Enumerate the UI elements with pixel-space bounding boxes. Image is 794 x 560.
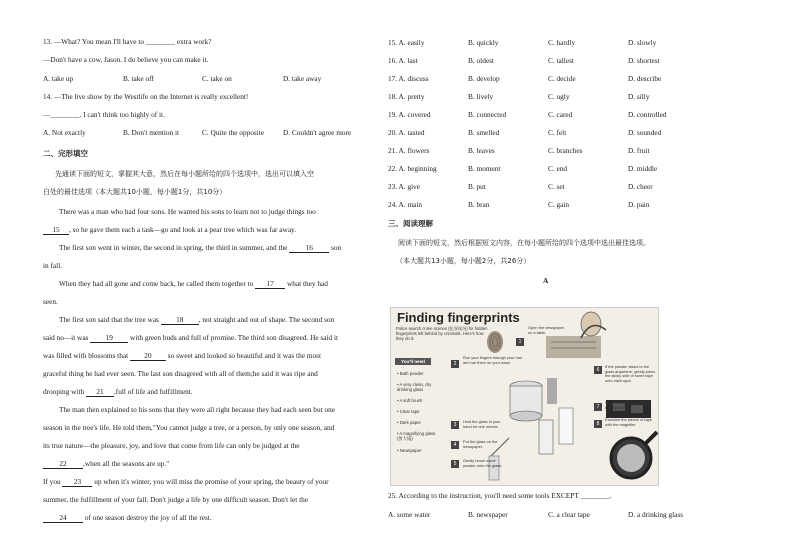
q13-stem: 13. —What? You mean I'll have to ________ extra work? [43, 37, 212, 46]
step-text: Open the newspaper on a table. [528, 325, 565, 335]
section3-heading: 三、阅读理解 [388, 219, 433, 228]
choice-21-a[interactable]: 21. A. flowers [388, 146, 430, 155]
passage-line: When they had all gone and come back, he called them together to 17 what they had [59, 279, 328, 288]
newspaper-icon [546, 336, 601, 358]
q25-option-a[interactable]: A. some water [388, 510, 431, 519]
step-number: 4 [451, 441, 459, 449]
choice-17-c[interactable]: C. decide [548, 74, 576, 83]
choice-19-b[interactable]: B. connected [468, 110, 507, 119]
step-number: 6 [594, 366, 602, 374]
choice-16-b[interactable]: B. oldest [468, 56, 494, 65]
passage-line: 22 ,when all the seasons are up." [43, 459, 169, 469]
choice-17-d[interactable]: D. describe [628, 74, 662, 83]
choice-16-c[interactable]: C. tallest [548, 56, 574, 65]
q13-option-d[interactable]: D. take away [283, 74, 322, 83]
choice-23-d[interactable]: D. cheer [628, 182, 653, 191]
choice-22-d[interactable]: D. middle [628, 164, 658, 173]
step-text: Stick the tape down on the black paper. [605, 400, 651, 410]
step-number: 7 [594, 403, 602, 411]
section3-instruction-2: （本大题共13小题，每小题2分，共26分） [396, 257, 531, 265]
passage-line: 15 , so he gave them each a task—go and look at a pear tree which was far away. [43, 225, 296, 235]
drinking-glass-icon [539, 408, 573, 454]
blank-23[interactable]: 23 [62, 478, 92, 487]
passage-line: was filled with blossoms that 20 so sweet and looked so beautiful and it was the most [43, 351, 321, 360]
need-item: • Newspaper [397, 448, 422, 453]
choice-21-c[interactable]: C. branches [548, 146, 583, 155]
step-text: Put the glass on the newspaper. [463, 439, 498, 449]
choice-18-c[interactable]: C. ugly [548, 92, 570, 101]
choice-19-a[interactable]: 19. A. covered [388, 110, 431, 119]
fingerprint-icon [487, 331, 503, 353]
section2-heading: 二、完形填空 [43, 149, 88, 158]
blank-20[interactable]: 20 [130, 352, 166, 361]
choice-15-c[interactable]: C. hardly [548, 38, 576, 47]
hand-icon [581, 312, 606, 338]
q25-option-b[interactable]: B. newspaper [468, 510, 508, 519]
choice-20-d[interactable]: D. sounded [628, 128, 662, 137]
section2-instruction-2: 白处的最佳选项（本大题共10小题，每小题1分，共10分） [43, 188, 227, 196]
magnifying-glass-icon [611, 432, 657, 478]
choice-15-d[interactable]: D. slowly [628, 38, 657, 47]
q13-reply: —Don't have a cow, Jason. I do believe you can make it. [43, 55, 209, 64]
choice-15-b[interactable]: B. quickly [468, 38, 499, 47]
q14-option-b[interactable]: B. Don't mention it [123, 128, 180, 137]
blank-17[interactable]: 17 [255, 280, 285, 289]
choice-24-c[interactable]: C. gain [548, 200, 570, 209]
passage-label: A [543, 276, 549, 285]
blank-22[interactable]: 22 [43, 460, 83, 469]
passage-line: The man then explained to his sons that they were all right because they had each seen but one [59, 405, 335, 414]
step-text: Examine the pieces of tape with the magnifier. [605, 417, 652, 427]
choice-24-d[interactable]: D. pain [628, 200, 650, 209]
q14-option-d[interactable]: D. Couldn't agree more [283, 128, 352, 137]
choice-15-a[interactable]: 15. A. easily [388, 38, 425, 47]
choice-23-c[interactable]: C. set [548, 182, 565, 191]
choice-16-d[interactable]: D. shortest [628, 56, 660, 65]
choice-18-a[interactable]: 18. A. pretty [388, 92, 425, 101]
choice-24-a[interactable]: 24. A. main [388, 200, 423, 209]
q13-option-a[interactable]: A. take up [43, 74, 74, 83]
passage-line: graceful thing he had ever seen. The last son disagreed with all of them;he said it was ripe and [43, 369, 318, 378]
choice-19-d[interactable]: D. controlled [628, 110, 667, 119]
blank-16[interactable]: 16 [289, 244, 329, 253]
blank-24[interactable]: 24 [43, 514, 83, 523]
q14-option-a[interactable]: A. Not exactly [43, 128, 86, 137]
choice-17-a[interactable]: 17. A. discuss [388, 74, 429, 83]
choice-21-d[interactable]: D. fruit [628, 146, 650, 155]
need-item: • A soft brush [397, 398, 423, 403]
step-number: 3 [451, 421, 459, 429]
step-number: 5 [451, 460, 459, 468]
choice-21-b[interactable]: B. leaves [468, 146, 495, 155]
passage-line: The first son went in winter, the second in spring, the third in summer, and the 16 son [59, 243, 342, 252]
choice-17-b[interactable]: B. develop [468, 74, 500, 83]
figure-title: Finding fingerprints [397, 310, 520, 325]
step-text: Run your fingers through your hair and rub them on your head. [463, 355, 523, 365]
q14-option-c[interactable]: C. Quite the opposite [202, 128, 265, 137]
passage-line: The first son said that the tree was 18 , not straight and out of shape. The second son [59, 315, 335, 324]
blank-21[interactable]: 21 [86, 388, 114, 397]
step-text: Gently brush some powder onto the glass. [463, 458, 503, 468]
passage-line: season in the tree's life. He told them,"You cannot judge a tree, or a person, by only one season, and [43, 423, 335, 432]
choice-22-b[interactable]: B. moment [468, 164, 501, 173]
q13-option-b[interactable]: B. take off [123, 74, 154, 83]
choice-22-c[interactable]: C. end [548, 164, 568, 173]
passage-line: If you 23 up when it's winter, you will miss the promise of your spring, the beauty of your [43, 477, 329, 486]
choice-19-c[interactable]: C. cared [548, 110, 573, 119]
blank-15[interactable]: 15 [43, 226, 69, 235]
choice-18-d[interactable]: D. silly [628, 92, 650, 101]
passage-line: said no—it was 19 with green buds and full of promise. The third son disagreed. He said it [43, 333, 339, 342]
passage-line: its true nature—the pleasure, joy, and love that come from life can only be judged at the [43, 441, 300, 450]
q14-stem: 14. —The live show by the Westlife on the Internet is really excellent! [43, 92, 249, 101]
passage-line: seen. [43, 297, 58, 306]
q25-option-c[interactable]: C. a clear tape [548, 510, 590, 519]
choice-18-b[interactable]: B. lively [468, 92, 494, 101]
you-need-label: You'll need [395, 358, 431, 365]
choice-24-b[interactable]: B. bran [468, 200, 490, 209]
step-text: If the powder sticks to the glass anywhere, gently press the sticky side of some tape onto each spot. [605, 364, 656, 383]
choice-22-a[interactable]: 22. A. beginning [388, 164, 437, 173]
step-number: 1 [516, 338, 524, 346]
blank-18[interactable]: 18 [161, 316, 199, 325]
choice-20-b[interactable]: B. smelled [468, 128, 500, 137]
powder-jar-icon [510, 378, 557, 421]
need-item: • Clear tape [397, 409, 420, 414]
q25-option-d[interactable]: D. a drinking glass [628, 510, 684, 519]
section2-instruction-1: 先通读下面的短文，掌握其大意，然后在每小题所给的四个选项中，选出可以填入空 [55, 170, 314, 178]
q14-reply: —________. I can't think too highly of it. [43, 110, 165, 119]
choice-23-b[interactable]: B. put [468, 182, 486, 191]
section3-instruction-1: 阅读下面的短文，然后根据短文内容，在每小题所给的四个选项中选出最佳选项。 [398, 239, 650, 247]
passage-line: drooping with 21 ,full of life and fulfillment. [43, 387, 193, 396]
choice-20-a[interactable]: 20. A. tasted [388, 128, 425, 137]
choice-20-c[interactable]: C. felt [548, 128, 567, 137]
passage-line: summer, the fulfillment of your fall. Don't judge a life by one difficult season. Don't let the [43, 495, 309, 504]
choice-23-a[interactable]: 23. A. give [388, 182, 421, 191]
need-item: • Dark paper [397, 420, 421, 425]
step-text: Hold the glass in your hand for one minute. [463, 419, 501, 429]
passage-line: There was a man who had four sons. He wanted his sons to learn not to judge things too [59, 207, 316, 216]
choice-16-a[interactable]: 16. A. last [388, 56, 418, 65]
passage-line: 24 of one season destroy the joy of all the rest. [43, 513, 212, 523]
need-item: • A magnifying glass (放大镜) [397, 431, 436, 441]
need-item: • Bath powder [397, 371, 424, 376]
step-number: 2 [451, 360, 459, 368]
q25-stem: 25. According to the instruction, you'll need some tools EXCEPT ________. [388, 491, 612, 500]
figure-intro: Police search crime scenes (犯罪现场) for hidden fingerprints left behind by criminals. Here's how they do it: [396, 326, 488, 342]
q13-option-c[interactable]: C. take on [202, 74, 232, 83]
fingerprint-figure [390, 307, 659, 486]
passage-line: in fall. [43, 261, 63, 270]
step-number: 8 [594, 420, 602, 428]
blank-19[interactable]: 19 [90, 334, 128, 343]
need-item: • A very clean, dry drinking glass [397, 382, 432, 392]
